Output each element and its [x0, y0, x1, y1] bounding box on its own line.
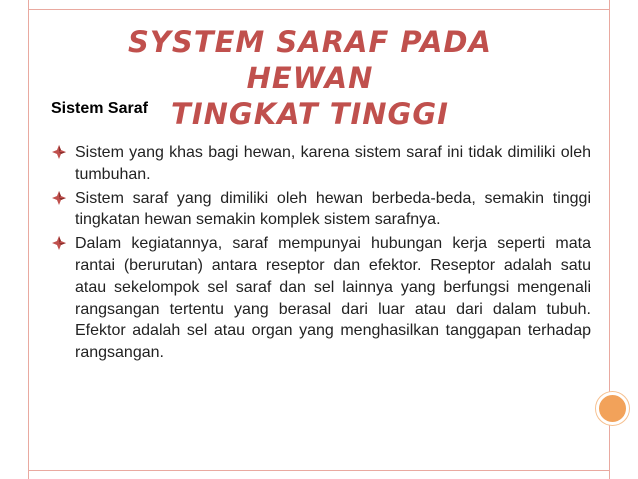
bullet-item	[48, 142, 591, 186]
title-line-1: SYSTEM SARAF PADA HEWAN	[128, 25, 492, 95]
bullet-list	[48, 142, 591, 366]
bullet-item	[48, 233, 591, 364]
accent-circle	[596, 392, 629, 425]
diamond-bullet-icon	[52, 191, 66, 205]
bullet-item	[48, 188, 591, 232]
title-line-2: TINGKAT TINGGI	[171, 97, 449, 131]
frame-top-line	[29, 9, 609, 10]
diamond-bullet-icon	[52, 236, 66, 250]
bullet-text: Dalam kegiatannya, saraf mempunyai hubungan kerja seperti mata rantai (berurutan) antara reseptor dan efektor. Reseptor adalah satu atau sekelompok sel saraf dan sel lainnya yang berfungsi mengenali rangsangan tertentu yang berasal dari luar atau dari dalam tubuh. Efektor adalah sel atau organ yang menghasilkan tanggapan terhadap rangsangan.	[75, 235, 591, 362]
frame-bottom-line	[29, 470, 609, 471]
diamond-bullet-icon	[52, 145, 66, 159]
section-heading: Sistem Saraf	[51, 100, 148, 117]
bullet-text: Sistem saraf yang dimiliki oleh hewan berbeda-beda, semakin tinggi tingkatan hewan semakin komplek sistem sarafnya.	[75, 189, 591, 229]
bullet-text: Sistem yang khas bagi hewan, karena sistem saraf ini tidak dimiliki oleh tumbuhan.	[75, 144, 591, 183]
frame-left-line	[28, 0, 29, 479]
